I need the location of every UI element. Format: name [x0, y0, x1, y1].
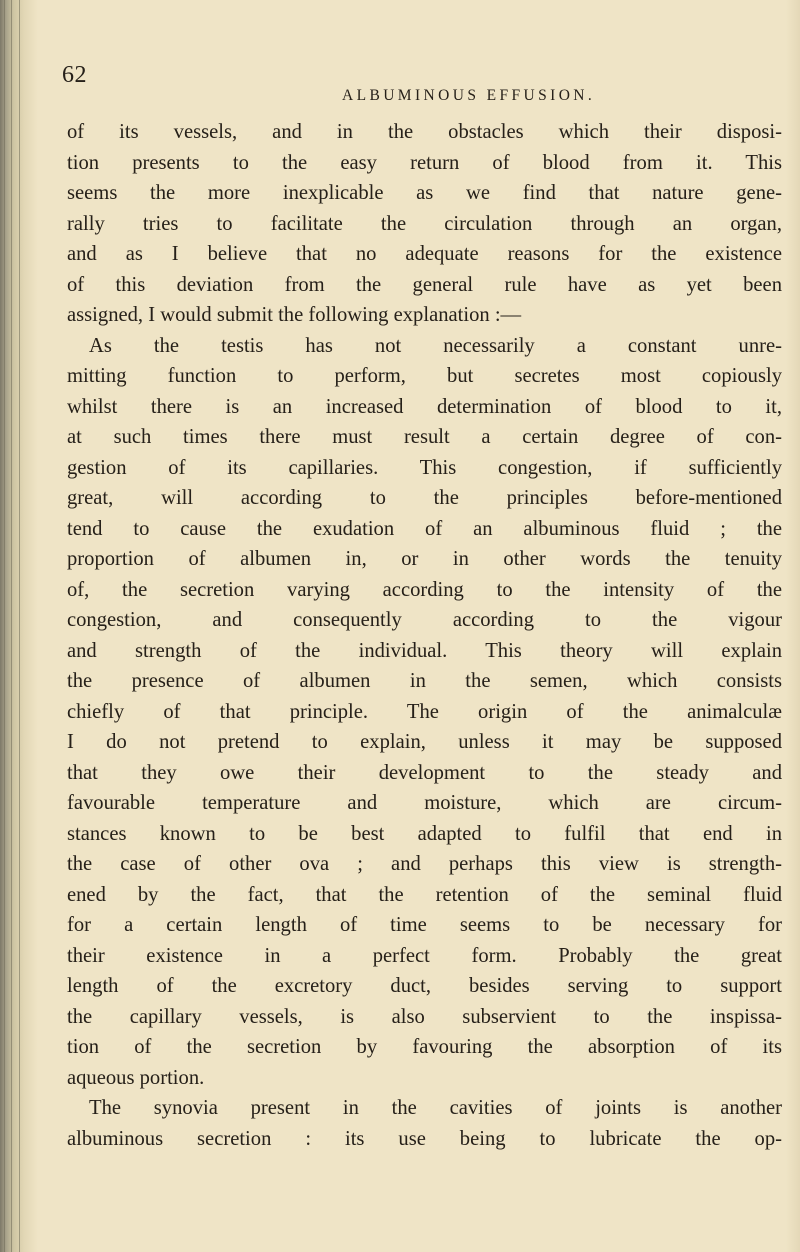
text-line: their existence in a perfect form. Probably the great [67, 944, 782, 967]
text-line: chiefly of that principle. The origin of the animalculæ [67, 700, 782, 723]
text-line: favourable temperature and moisture, which are circum- [67, 792, 782, 814]
text-line: The synovia present in the cavities of joints is another [89, 1097, 782, 1119]
text-line: As the testis has not necessarily a constant unre- [89, 334, 782, 357]
text-line: the presence of albumen in the semen, which consists [67, 670, 782, 692]
text-line: great, will according to the principles before-mentioned [67, 487, 782, 509]
text-line: assigned, I would submit the following explanation :— [67, 304, 522, 326]
text-line: that they owe their development to the steady and [67, 761, 782, 784]
text-line: congestion, and consequently according to the vigour [67, 609, 782, 631]
text-line: stances known to be best adapted to fulfil that end in [67, 822, 782, 845]
text-line: gestion of its capillaries. This congestion, if sufficiently [67, 456, 782, 479]
page-number: 62 [62, 62, 87, 88]
text-line: ened by the fact, that the retention of the seminal fluid [67, 883, 782, 906]
text-line: the capillary vessels, is also subservient to the inspissa- [67, 1005, 782, 1028]
text-line: albuminous secretion : its use being to lubricate the op- [67, 1127, 782, 1150]
text-line: for a certain length of time seems to be necessary for [67, 914, 782, 936]
text-line: length of the excretory duct, besides serving to support [67, 975, 782, 997]
text-line: the case of other ova ; and perhaps this view is strength- [67, 853, 782, 875]
text-line: seems the more inexplicable as we find that nature gene- [67, 182, 782, 204]
text-line: proportion of albumen in, or in other words the tenuity [67, 548, 782, 570]
text-line: mitting function to perform, but secretes most copiously [67, 365, 782, 387]
text-line: and as I believe that no adequate reasons for the existence [67, 243, 782, 265]
text-line: aqueous portion. [67, 1066, 205, 1089]
text-line: at such times there must result a certain degree of con- [67, 426, 782, 448]
text-line: I do not pretend to explain, unless it may be supposed [67, 731, 782, 753]
gutter-line [4, 0, 5, 1252]
gutter-line [19, 0, 20, 1252]
text-line: tion presents to the easy return of blood from it. This [67, 151, 782, 174]
text-line: tion of the secretion by favouring the absorption of its [67, 1036, 782, 1058]
body-text [67, 117, 782, 1154]
page-edge [786, 0, 800, 1252]
text-line: and strength of the individual. This theory will explain [67, 639, 782, 662]
gutter-line [11, 0, 12, 1252]
text-line: whilst there is an increased determination of blood to it, [67, 395, 782, 418]
text-line: of its vessels, and in the obstacles which their disposi- [67, 121, 782, 143]
text-line: of, the secretion varying according to the intensity of the [67, 578, 782, 601]
text-line: rally tries to facilitate the circulation through an organ, [67, 212, 782, 235]
text-line: of this deviation from the general rule have as yet been [67, 273, 782, 296]
text-line: tend to cause the exudation of an albuminous fluid ; the [67, 517, 782, 540]
running-head: ALBUMINOUS EFFUSION. [342, 87, 596, 104]
